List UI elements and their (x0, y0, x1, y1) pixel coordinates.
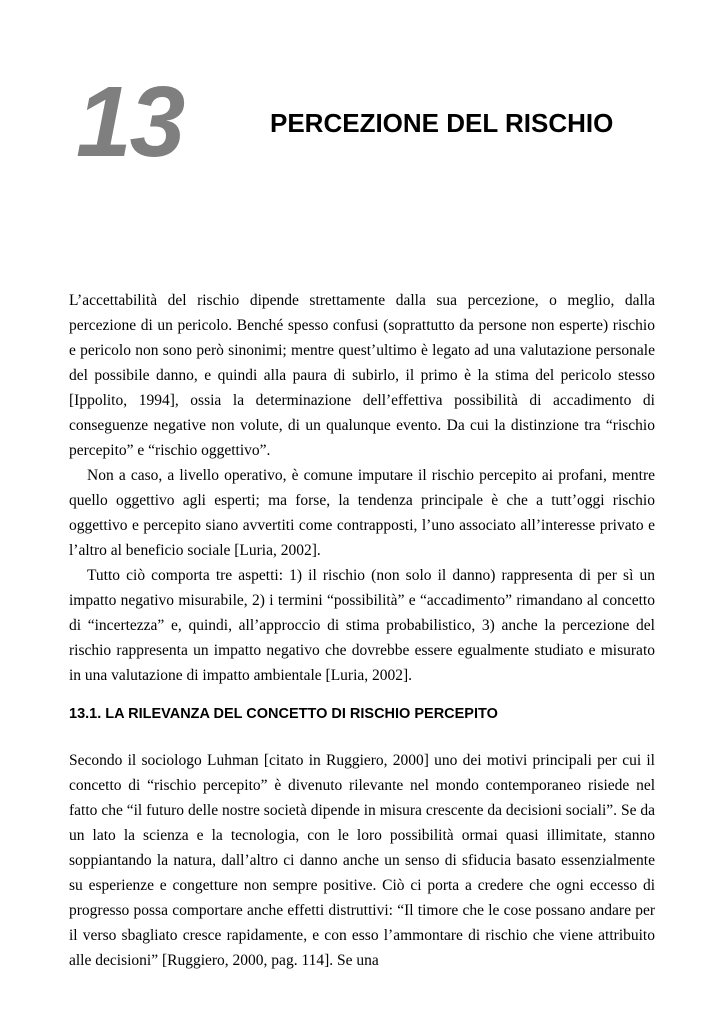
section-text (69, 748, 655, 973)
paragraph: Secondo il sociologo Luhman [citato in Ruggiero, 2000] uno dei motivi principali per cui il concetto di “rischio percepito” è divenuto rilevante nel mondo contemporaneo risiede nel fatto che “il futuro delle nostre società dipende in misura crescente da decisioni sociali”. Se da un lato la scienza e la tecnologia, con le loro possibilità ormai quasi illimitate, stanno soppiantando la natura, dall’altro ci danno anche un senso di sfiducia basato essenzialmente su esperienze e congetture non sempre positive. Ciò ci porta a credere che ogni eccesso di progresso possa comportare anche effetti distruttivi: “Il timore che le cose possano andare per il verso sbagliato cresce rapidamente, e con esso l’ammontare di rischio che viene attribuito alle decisioni” [Ruggiero, 2000, pag. 114]. Se una (69, 752, 655, 969)
intro-text (69, 288, 655, 688)
paragraph: Non a caso, a livello operativo, è comune imputare il rischio percepito ai profani, mentre quello oggettivo agli esperti; ma forse, la tendenza principale è che a tutt’oggi rischio oggettivo e percepito siano avvertiti come contrapposti, l’uno associato all’interesse privato e l’altro al beneficio sociale [Luria, 2002]. (69, 467, 655, 559)
chapter-number: 13 (76, 66, 184, 178)
chapter-title: PERCEZIONE DEL RISCHIO (270, 108, 614, 138)
section-heading: 13.1. LA RILEVANZA DEL CONCETTO DI RISCHIO PERCEPITO (69, 706, 498, 722)
paragraph: L’accettabilità del rischio dipende strettamente dalla sua percezione, o meglio, dalla percezione di un pericolo. Benché spesso confusi (soprattutto da persone non esperte) rischio e pericolo non sono però sinonimi; mentre quest’ultimo è legato ad una valutazione personale del possibile danno, e quindi alla paura di subirlo, il primo è la stima del pericolo stesso [Ippolito, 1994], ossia la determinazione dell’effettiva possibilità di accadimento di conseguenze negative non volute, di un qualunque evento. Da cui la distinzione tra “rischio percepito” e “rischio oggettivo”. (69, 292, 655, 459)
paragraph: Tutto ciò comporta tre aspetti: 1) il rischio (non solo il danno) rappresenta di per sì un impatto negativo misurabile, 2) i termini “possibilità” e “accadimento” rimandano al concetto di “incertezza” e, quindi, all’approccio di stima probabilistico, 3) anche la percezione del rischio rappresenta un impatto negativo che dovrebbe essere egualmente studiato e misurato in una valutazione di impatto ambientale [Luria, 2002]. (69, 567, 655, 684)
